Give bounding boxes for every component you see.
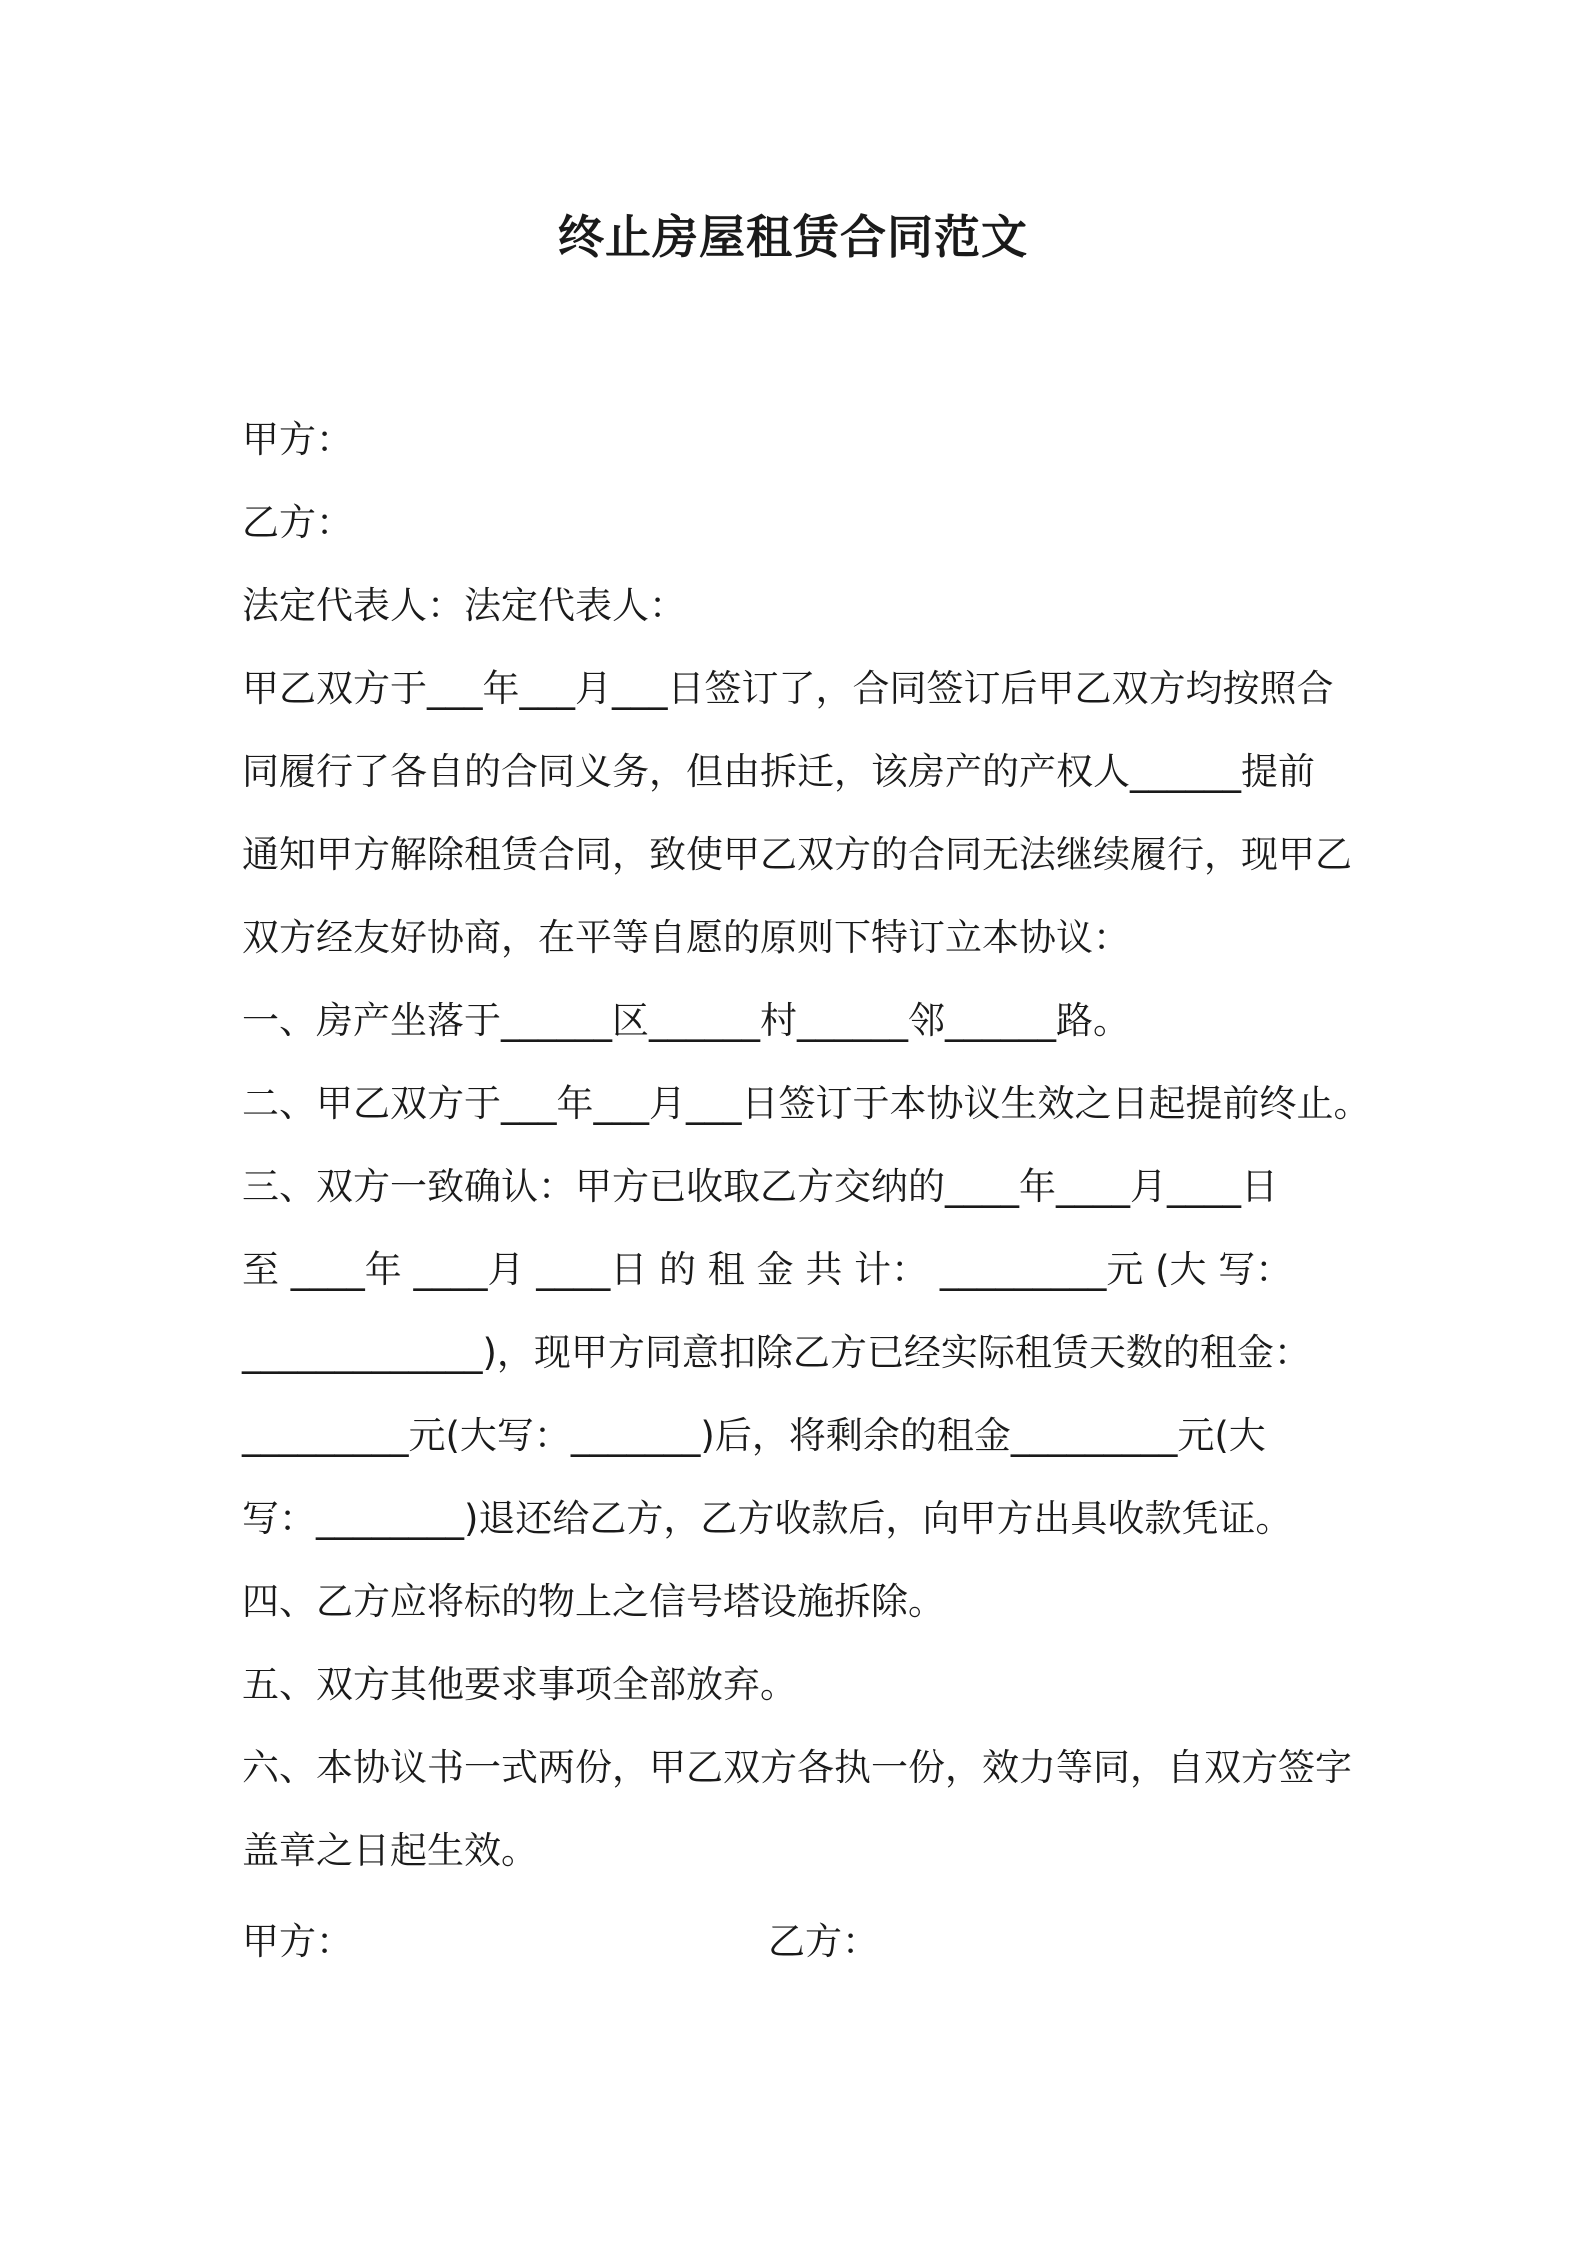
signature-party-a: 甲方： xyxy=(242,1920,353,1963)
legal-representatives-line: 法定代表人：法定代表人： xyxy=(242,584,686,627)
clause-3-continued: _____________)，现甲方同意扣除乙方已经实际租赁天数的租金： xyxy=(242,1331,1311,1374)
party-b-line: 乙方： xyxy=(242,501,353,544)
clause-2: 二、甲乙双方于___年___月___日签订于本协议生效之日起提前终止。 xyxy=(242,1082,1371,1125)
clause-1: 一、房产坐落于______区______村______邻______路。 xyxy=(242,999,1130,1042)
body-line: 双方经友好协商，在平等自愿的原则下特订立本协议： xyxy=(242,916,1130,959)
clause-6-continued: 盖章之日起生效。 xyxy=(242,1829,538,1872)
clause-5: 五、双方其他要求事项全部放弃。 xyxy=(242,1663,797,1706)
clause-4: 四、乙方应将标的物上之信号塔设施拆除。 xyxy=(242,1580,945,1623)
document-title: 终止房屋租赁合同范文 xyxy=(558,210,1028,264)
clause-6: 六、本协议书一式两份，甲乙双方各执一份，效力等同，自双方签字 xyxy=(242,1746,1352,1789)
clause-3: 三、双方一致确认：甲方已收取乙方交纳的____年____月____日 xyxy=(242,1165,1278,1208)
body-line: 通知甲方解除租赁合同，致使甲乙双方的合同无法继续履行，现甲乙 xyxy=(242,833,1352,876)
body-line: 甲乙双方于___年___月___日签订了，合同签订后甲乙双方均按照合 xyxy=(242,667,1334,710)
signature-party-b: 乙方： xyxy=(768,1920,879,1963)
body-line: 同履行了各自的合同义务，但由拆迁，该房产的产权人______提前 xyxy=(242,750,1315,793)
clause-3-continued: 至 ____年 ____月 ____日 的 租 金 共 计： _________元 (大 写： xyxy=(242,1248,1293,1291)
party-a-line: 甲方： xyxy=(242,418,353,461)
clause-3-continued: 写：________)退还给乙方，乙方收款后，向甲方出具收款凭证。 xyxy=(242,1497,1293,1540)
clause-3-continued: _________元(大写：_______)后，将剩余的租金_________元(大 xyxy=(242,1414,1266,1457)
